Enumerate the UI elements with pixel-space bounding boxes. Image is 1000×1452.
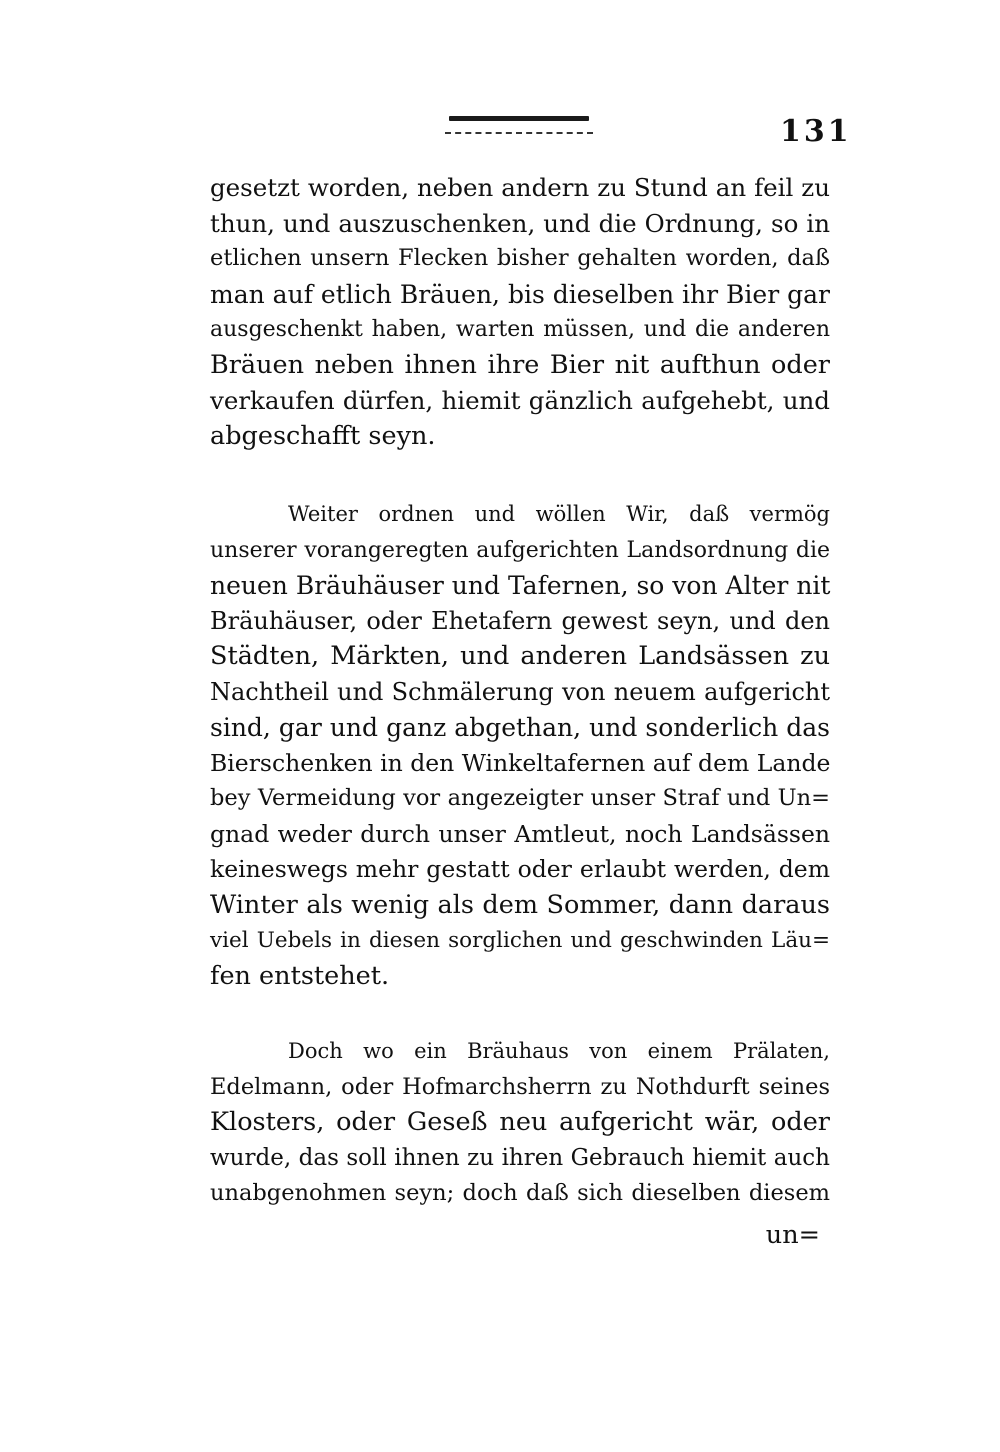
- text-line: ausgeschenkt haben, warten müssen, und die anderen: [210, 317, 830, 342]
- text-line: viel Uebels in diesen sorglichen und geschwinden Läu=: [210, 928, 830, 953]
- paragraph-2: [210, 497, 830, 994]
- text-line: Bräuhäuser, oder Ehetafern gewest seyn, und den: [210, 606, 830, 635]
- text-line: fen entstehet.: [210, 960, 390, 991]
- paragraph-1: [210, 170, 830, 454]
- text-line: gnad weder durch unser Amtleut, noch Landsässen: [210, 819, 830, 848]
- header-ornament-rule: [445, 112, 593, 138]
- ornament-thin-rule: [445, 132, 593, 134]
- text-line: bey Vermeidung vor angezeigter unser Straf und Un=: [210, 785, 830, 811]
- text-line: Klosters, oder Geseß neu aufgericht wär, oder: [210, 1107, 830, 1137]
- text-line: Bierschenken in den Winkeltafernen auf dem Lande: [210, 748, 831, 777]
- paragraph-3: [210, 1034, 830, 1212]
- page-number: 131: [780, 114, 852, 149]
- text-line: Bräuen neben ihnen ihre Bier nit aufthun oder: [210, 349, 830, 380]
- text-line: sind, gar und ganz abgethan, und sonderlich das: [210, 713, 830, 742]
- text-line: Städten, Märkten, und anderen Landsässen zu: [210, 641, 830, 671]
- text-line: Weiter ordnen und wöllen Wir, daß vermög: [288, 502, 830, 526]
- catchword: un=: [765, 1220, 820, 1250]
- text-line: Nachtheil und Schmälerung von neuem aufgericht: [210, 677, 830, 706]
- ornament-thick-rule: [449, 116, 589, 121]
- text-line: thun, und auszuschenken, und die Ordnung, so in: [210, 208, 830, 238]
- text-line: verkaufen dürfen, hiemit gänzlich aufgehebt, und: [210, 386, 830, 415]
- text-line: man auf etlich Bräuen, bis dieselben ihr Bier gar: [210, 279, 830, 309]
- text-line: keineswegs mehr gestatt oder erlaubt werden, dem: [210, 855, 830, 883]
- text-line: Doch wo ein Bräuhaus von einem Prälaten,: [288, 1039, 830, 1063]
- text-line: Winter als wenig als dem Sommer, dann daraus: [210, 889, 830, 920]
- text-line: unabgenohmen seyn; doch daß sich dieselben diesem: [210, 1180, 830, 1206]
- text-line: gesetzt worden, neben andern zu Stund an feil zu: [210, 173, 830, 202]
- text-line: abgeschafft seyn.: [210, 420, 436, 451]
- text-line: neuen Bräuhäuser und Tafernen, so von Alter nit: [210, 571, 831, 600]
- text-line: etlichen unsern Flecken bisher gehalten worden, daß: [210, 245, 830, 271]
- text-line: Edelmann, oder Hofmarchsherrn zu Nothdurft seines: [210, 1073, 830, 1100]
- text-line: unserer vorangeregten aufgerichten Landsordnung die: [210, 537, 830, 563]
- text-line: wurde, das soll ihnen zu ihren Gebrauch hiemit auch: [210, 1144, 830, 1171]
